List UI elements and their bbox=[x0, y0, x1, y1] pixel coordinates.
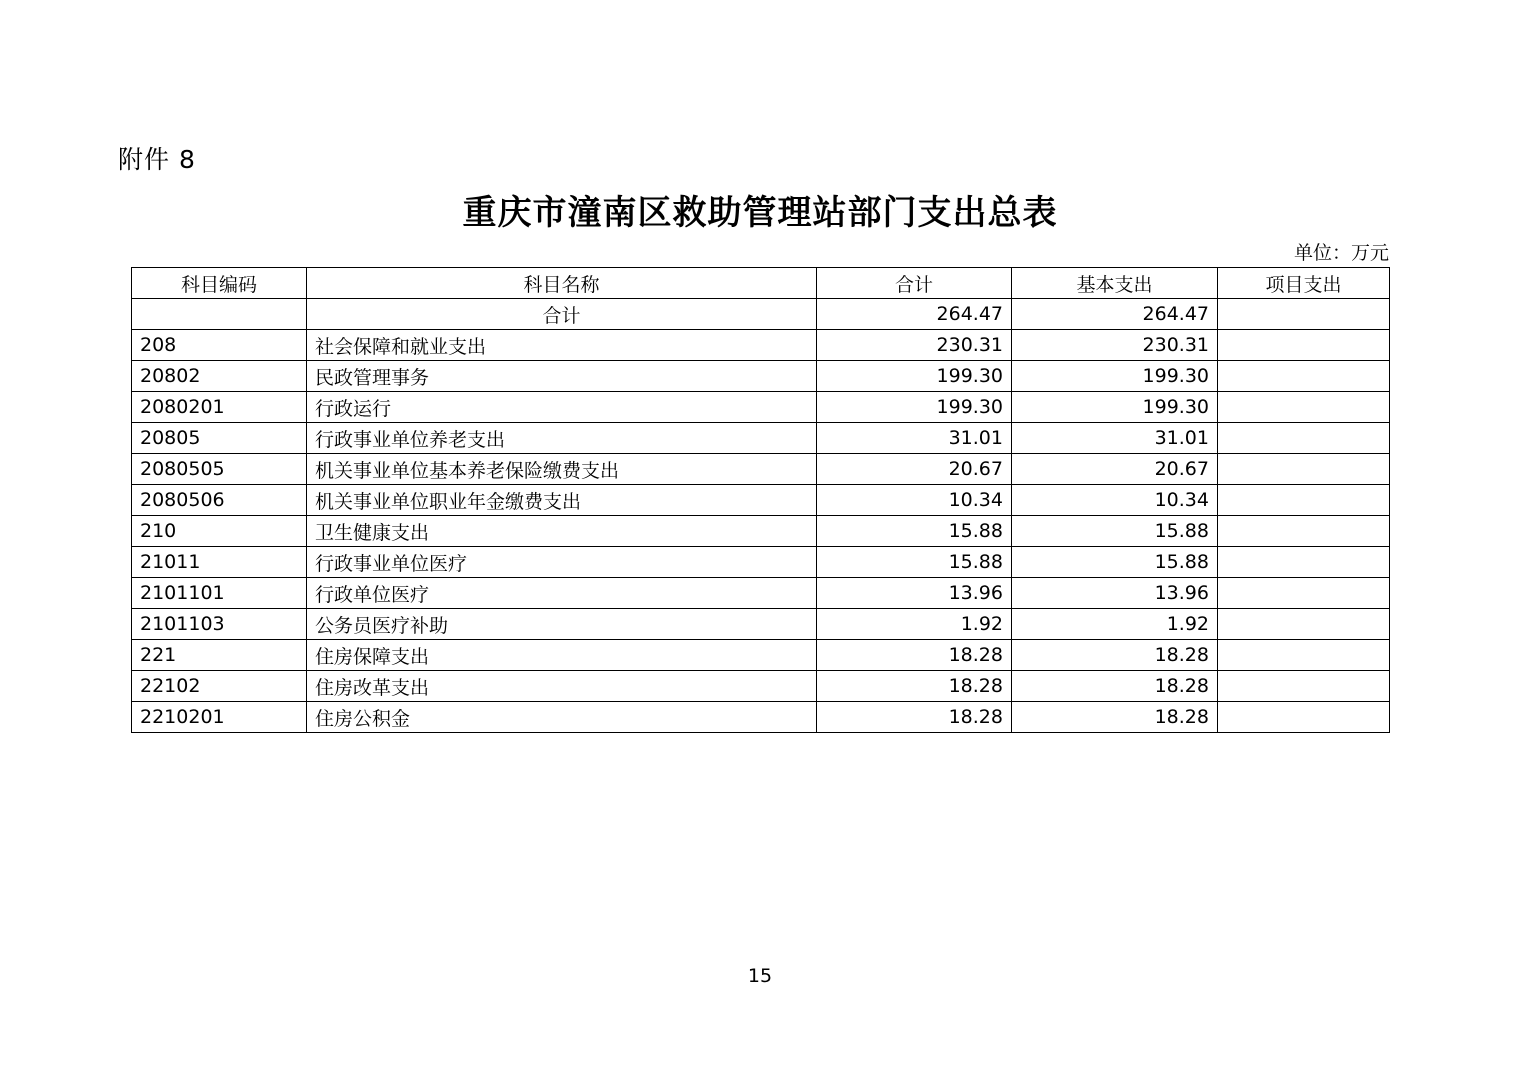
cell-total: 15.88 bbox=[817, 547, 1012, 578]
cell-code: 2080201 bbox=[132, 392, 307, 423]
cell-total: 20.67 bbox=[817, 454, 1012, 485]
cell-basic: 1.92 bbox=[1012, 609, 1218, 640]
cell-code: 2210201 bbox=[132, 702, 307, 733]
table-header-row bbox=[132, 268, 1390, 299]
cell-code: 208 bbox=[132, 330, 307, 361]
cell-project bbox=[1218, 361, 1390, 392]
cell-name: 机关事业单位职业年金缴费支出 bbox=[307, 485, 817, 516]
cell-basic: 31.01 bbox=[1012, 423, 1218, 454]
column-header-project: 项目支出 bbox=[1218, 268, 1390, 299]
cell-total: 10.34 bbox=[817, 485, 1012, 516]
table-row bbox=[132, 702, 1390, 733]
cell-name: 社会保障和就业支出 bbox=[307, 330, 817, 361]
cell-total: 1.92 bbox=[817, 609, 1012, 640]
cell-project bbox=[1218, 671, 1390, 702]
cell-project bbox=[1218, 578, 1390, 609]
cell-code bbox=[132, 299, 307, 330]
cell-total: 13.96 bbox=[817, 578, 1012, 609]
cell-total: 31.01 bbox=[817, 423, 1012, 454]
cell-code: 20805 bbox=[132, 423, 307, 454]
cell-name: 公务员医疗补助 bbox=[307, 609, 817, 640]
cell-basic: 199.30 bbox=[1012, 392, 1218, 423]
cell-name: 住房公积金 bbox=[307, 702, 817, 733]
cell-project bbox=[1218, 299, 1390, 330]
cell-name: 住房改革支出 bbox=[307, 671, 817, 702]
cell-basic: 15.88 bbox=[1012, 516, 1218, 547]
cell-project bbox=[1218, 547, 1390, 578]
cell-name: 卫生健康支出 bbox=[307, 516, 817, 547]
table-row bbox=[132, 392, 1390, 423]
cell-basic: 230.31 bbox=[1012, 330, 1218, 361]
table-row bbox=[132, 330, 1390, 361]
cell-name: 住房保障支出 bbox=[307, 640, 817, 671]
cell-code: 20802 bbox=[132, 361, 307, 392]
unit-note: 单位：万元 bbox=[1293, 242, 1389, 264]
cell-total: 199.30 bbox=[817, 361, 1012, 392]
cell-total: 230.31 bbox=[817, 330, 1012, 361]
cell-project bbox=[1218, 702, 1390, 733]
cell-project bbox=[1218, 454, 1390, 485]
table-header bbox=[132, 268, 1390, 299]
cell-basic: 15.88 bbox=[1012, 547, 1218, 578]
cell-total: 18.28 bbox=[817, 671, 1012, 702]
column-header-code: 科目编码 bbox=[132, 268, 307, 299]
cell-code: 2101103 bbox=[132, 609, 307, 640]
page-title: 重庆市潼南区救助管理站部门支出总表 bbox=[462, 193, 1058, 233]
cell-total: 199.30 bbox=[817, 392, 1012, 423]
table-row bbox=[132, 485, 1390, 516]
cell-project bbox=[1218, 485, 1390, 516]
cell-project bbox=[1218, 516, 1390, 547]
cell-basic: 18.28 bbox=[1012, 702, 1218, 733]
cell-name: 行政事业单位医疗 bbox=[307, 547, 817, 578]
cell-name: 合计 bbox=[307, 299, 817, 330]
cell-project bbox=[1218, 609, 1390, 640]
cell-name: 行政运行 bbox=[307, 392, 817, 423]
cell-basic: 20.67 bbox=[1012, 454, 1218, 485]
cell-basic: 199.30 bbox=[1012, 361, 1218, 392]
cell-code: 21011 bbox=[132, 547, 307, 578]
cell-basic: 10.34 bbox=[1012, 485, 1218, 516]
cell-code: 210 bbox=[132, 516, 307, 547]
table-row bbox=[132, 454, 1390, 485]
cell-code: 2080506 bbox=[132, 485, 307, 516]
cell-code: 2101101 bbox=[132, 578, 307, 609]
table-row bbox=[132, 640, 1390, 671]
cell-name: 行政事业单位养老支出 bbox=[307, 423, 817, 454]
cell-total: 18.28 bbox=[817, 702, 1012, 733]
column-header-total: 合计 bbox=[817, 268, 1012, 299]
cell-name: 机关事业单位基本养老保险缴费支出 bbox=[307, 454, 817, 485]
column-header-name: 科目名称 bbox=[307, 268, 817, 299]
table-row bbox=[132, 609, 1390, 640]
attachment-label: 附件 8 bbox=[118, 145, 196, 174]
cell-code: 2080505 bbox=[132, 454, 307, 485]
page-number: 15 bbox=[747, 965, 773, 987]
table-row bbox=[132, 423, 1390, 454]
table-body bbox=[132, 299, 1390, 733]
cell-total: 264.47 bbox=[817, 299, 1012, 330]
table-row bbox=[132, 516, 1390, 547]
column-header-basic: 基本支出 bbox=[1012, 268, 1218, 299]
cell-basic: 18.28 bbox=[1012, 671, 1218, 702]
table-row bbox=[132, 299, 1390, 330]
cell-project bbox=[1218, 423, 1390, 454]
cell-name: 行政单位医疗 bbox=[307, 578, 817, 609]
cell-project bbox=[1218, 392, 1390, 423]
cell-basic: 18.28 bbox=[1012, 640, 1218, 671]
expenditure-table bbox=[131, 267, 1390, 733]
cell-project bbox=[1218, 640, 1390, 671]
cell-basic: 264.47 bbox=[1012, 299, 1218, 330]
cell-name: 民政管理事务 bbox=[307, 361, 817, 392]
cell-total: 18.28 bbox=[817, 640, 1012, 671]
table-row bbox=[132, 361, 1390, 392]
table-row bbox=[132, 547, 1390, 578]
table-row bbox=[132, 671, 1390, 702]
cell-basic: 13.96 bbox=[1012, 578, 1218, 609]
cell-total: 15.88 bbox=[817, 516, 1012, 547]
cell-code: 22102 bbox=[132, 671, 307, 702]
cell-code: 221 bbox=[132, 640, 307, 671]
table-row bbox=[132, 578, 1390, 609]
cell-project bbox=[1218, 330, 1390, 361]
